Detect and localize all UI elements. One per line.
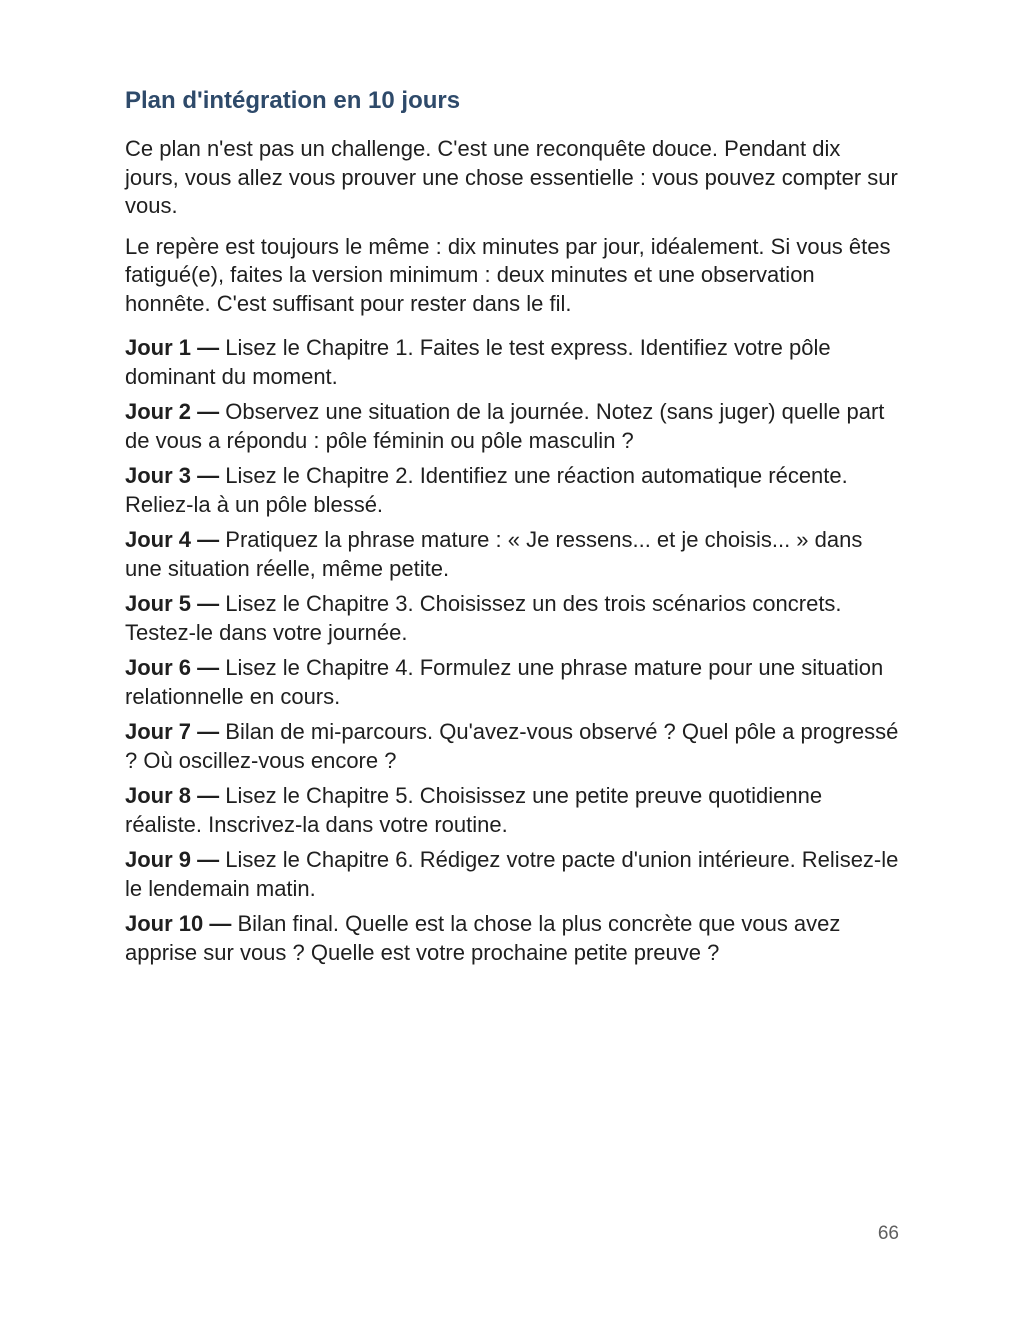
day-label: Jour 6 — [125, 655, 220, 680]
day-text: Bilan de mi-parcours. Qu'avez-vous observé ? Quel pôle a progressé ? Où oscillez-vous encore ? [125, 719, 899, 773]
day-item-2 [125, 398, 900, 455]
guideline-paragraph: Le repère est toujours le même : dix minutes par jour, idéalement. Si vous êtes fatigué(e), faites la version minimum : deux minutes et une observation honnête. C'est suffisant pour rester dans le fil. [125, 233, 891, 316]
day-label: Jour 1 — [125, 335, 220, 360]
day-item-10 [125, 910, 900, 967]
day-label: Jour 8 — [125, 783, 220, 808]
day-text: Lisez le Chapitre 4. Formulez une phrase mature pour une situation relationnelle en cours. [125, 655, 884, 709]
day-text: Lisez le Chapitre 3. Choisissez un des trois scénarios concrets. Testez-le dans votre journée. [125, 591, 842, 645]
intro-paragraph: Ce plan n'est pas un challenge. C'est une reconquête douce. Pendant dix jours, vous allez vous prouver une chose essentielle : vous pouvez compter sur vous. [125, 136, 898, 218]
day-item-5 [125, 590, 900, 647]
day-label: Jour 10 — [125, 911, 232, 936]
day-item-9 [125, 846, 900, 903]
day-label: Jour 4 — [125, 527, 220, 552]
day-item-7 [125, 718, 900, 775]
day-label: Jour 3 — [125, 463, 220, 488]
page-content [125, 85, 900, 974]
day-text: Lisez le Chapitre 6. Rédigez votre pacte d'union intérieure. Relisez-le le lendemain matin. [125, 847, 899, 901]
section-title: Plan d'intégration en 10 jours [125, 87, 461, 114]
day-item-1 [125, 334, 900, 391]
day-item-3 [125, 462, 900, 519]
day-label: Jour 5 — [125, 591, 220, 616]
day-text: Bilan final. Quelle est la chose la plus concrète que vous avez apprise sur vous ? Quelle est votre prochaine petite preuve ? [125, 911, 841, 965]
day-text: Pratiquez la phrase mature : « Je ressens... et je choisis... » dans une situation réelle, même petite. [125, 527, 863, 581]
page-number: 66 [877, 1223, 899, 1244]
day-label: Jour 2 — [125, 399, 220, 424]
day-item-8 [125, 782, 900, 839]
day-item-4 [125, 526, 900, 583]
day-list [125, 334, 900, 967]
day-text: Lisez le Chapitre 2. Identifiez une réaction automatique récente. Reliez-la à un pôle blessé. [125, 463, 848, 517]
day-label: Jour 7 — [125, 719, 220, 744]
day-text: Lisez le Chapitre 1. Faites le test express. Identifiez votre pôle dominant du moment. [125, 335, 831, 389]
day-label: Jour 9 — [125, 847, 220, 872]
day-text: Observez une situation de la journée. Notez (sans juger) quelle part de vous a répondu : pôle féminin ou pôle masculin ? [125, 399, 885, 453]
day-item-6 [125, 654, 900, 711]
day-text: Lisez le Chapitre 5. Choisissez une petite preuve quotidienne réaliste. Inscrivez-la dans votre routine. [125, 783, 823, 837]
